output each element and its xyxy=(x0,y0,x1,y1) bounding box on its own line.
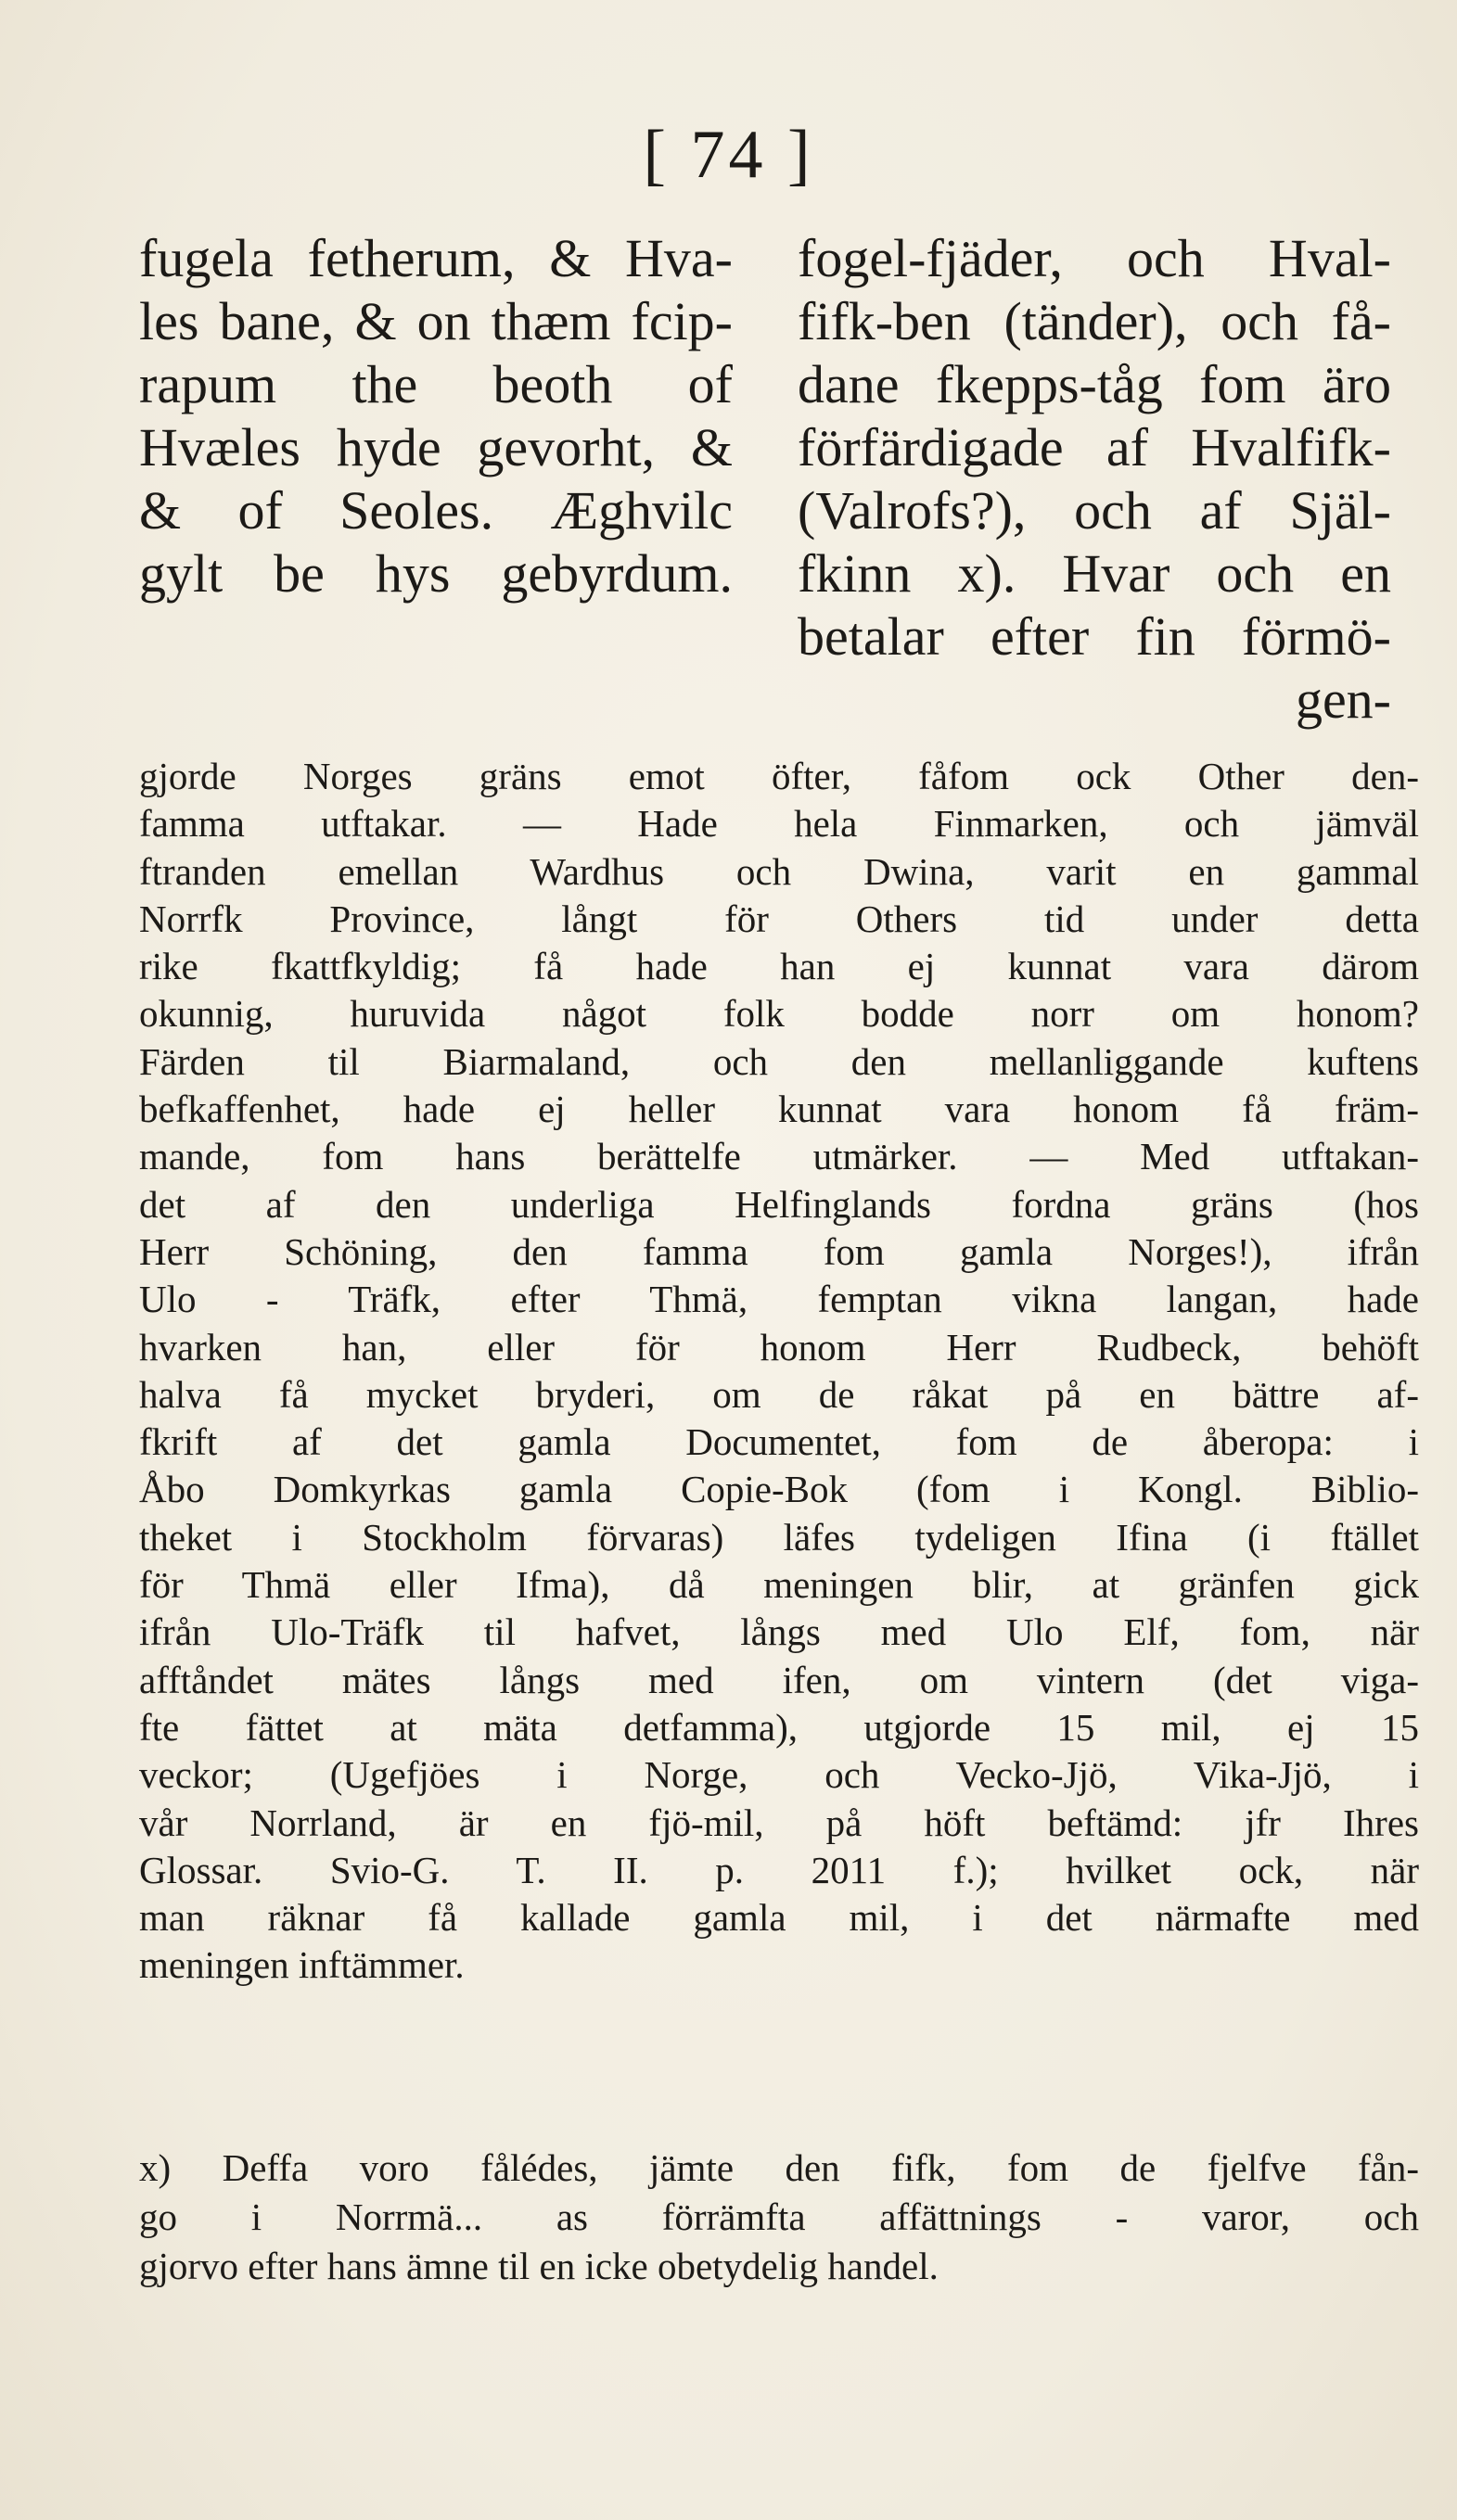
text-line: ifrån Ulo-Träfk til hafvet, långs med Ulo Elf, fom, när xyxy=(139,1610,1419,1654)
text-line: förfärdigade af Hvalfifk- xyxy=(798,417,1391,477)
text-line: meningen inftämmer. xyxy=(139,1943,465,1987)
text-line: fkinn x). Hvar och en xyxy=(798,543,1391,604)
commentary-paragraph xyxy=(139,753,1419,1990)
text-line: Glossar. Svio-G. T. II. p. 2011 f.); hvilket ock, när xyxy=(139,1848,1419,1891)
text-line: okunnig, huruvida något folk bodde norr om honom? xyxy=(139,992,1419,1036)
text-line: x) Deffa voro fålédes, jämte den fifk, fom de fjelfve fån- xyxy=(139,2146,1419,2189)
text-line: Norrfk Province, långt för Others tid under detta xyxy=(139,897,1419,940)
text-line: vår Norrland, är en fjö-mil, på höft beftämd: jfr Ihres xyxy=(139,1801,1419,1844)
translation-text-column xyxy=(798,227,1391,732)
text-line: & of Seoles. Æghvilc xyxy=(139,480,733,541)
text-line: famma utftakar. — Hade hela Finmarken, och jämväl xyxy=(139,802,1419,846)
text-line: Herr Schöning, den famma fom gamla Norges!), ifrån xyxy=(139,1229,1419,1273)
text-line: dane fkepps-tåg fom äro xyxy=(798,354,1391,414)
text-line: betalar efter fin förmö- xyxy=(798,606,1391,667)
text-line: det af den underliga Helfinglands fordna gräns (hos xyxy=(139,1182,1419,1226)
text-line: afftåndet mätes långs med ifen, om vintern (det viga- xyxy=(139,1658,1419,1701)
footnote xyxy=(139,2144,1419,2291)
text-line: veckor; (Ugefjöes i Norge, och Vecko-Jjö, Vika-Jjö, i xyxy=(139,1753,1419,1797)
text-line: mande, fom hans berättelfe utmärker. — Med utftakan- xyxy=(139,1135,1419,1178)
text-line: rapum the beoth of xyxy=(139,354,733,414)
text-line: theket i Stockholm förvaras) läfes tydeligen Ifina (i ftället xyxy=(139,1515,1419,1559)
text-line: fifk-ben (tänder), och få- xyxy=(798,291,1391,351)
text-line: fogel-fjäder, och Hval- xyxy=(798,228,1391,288)
text-line: Färden til Biarmaland, och den mellanliggande kuftens xyxy=(139,1039,1419,1083)
text-line: halva få mycket bryderi, om de råkat på en bättre af- xyxy=(139,1372,1419,1416)
text-line: rike fkattfkyldig; få hade han ej kunnat vara därom xyxy=(139,945,1419,988)
text-line: man räknar få kallade gamla mil, i det närmafte med xyxy=(139,1896,1419,1940)
text-line: fkrift af det gamla Documentet, fom de åberopa: i xyxy=(139,1420,1419,1464)
text-line: Hvæles hyde gevorht, & xyxy=(139,417,733,477)
text-line: Åbo Domkyrkas gamla Copie-Bok (fom i Kongl. Biblio- xyxy=(139,1468,1419,1511)
text-line: gjorvo efter hans ämne til en icke obetydelig handel. xyxy=(139,2245,939,2287)
old-swedish-text-column xyxy=(139,227,733,605)
text-line: befkaffenhet, hade ej heller kunnat vara honom få främ- xyxy=(139,1088,1419,1131)
page-number-header: [ 74 ] xyxy=(643,117,814,193)
text-line: gylt be hys gebyrdum. xyxy=(139,543,733,604)
text-line: gjorde Norges gräns emot öfter, fåfom ock Other den- xyxy=(139,755,1419,797)
text-line: fte fättet at mäta detfamma), utgjorde 15 mil, ej 15 xyxy=(139,1705,1419,1749)
text-line: hvarken han, eller för honom Herr Rudbeck, behöft xyxy=(139,1325,1419,1368)
text-line: (Valrofs?), och af Själ- xyxy=(798,480,1391,541)
text-line: go i Norrmä... as förrämfta affättnings - varor, och xyxy=(139,2195,1419,2238)
text-line: för Thmä eller Ifma), då meningen blir, at gränfen gick xyxy=(139,1563,1419,1607)
text-line: les bane, & on thæm fcip- xyxy=(139,291,733,351)
text-line: ftranden emellan Wardhus och Dwina, varit en gammal xyxy=(139,849,1419,893)
text-line: fugela fetherum, & Hva- xyxy=(139,228,733,288)
catchword: gen- xyxy=(1295,669,1391,730)
text-line: Ulo - Träfk, efter Thmä, femptan vikna langan, hade xyxy=(139,1278,1419,1321)
